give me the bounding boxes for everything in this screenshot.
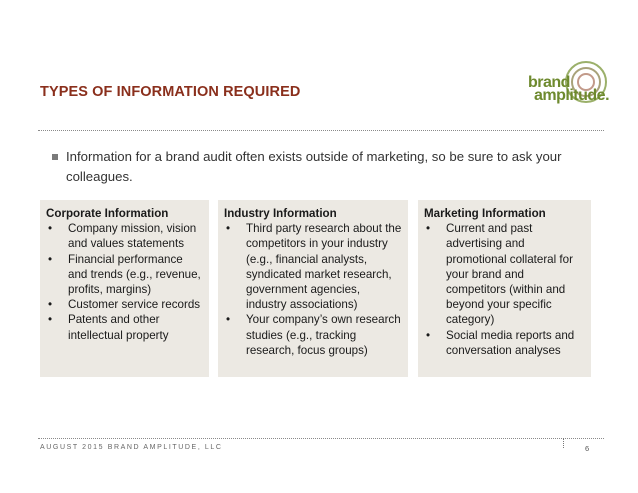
logo-text-brand: brand	[528, 74, 570, 91]
slide-title: TYPES OF INFORMATION REQUIRED	[40, 84, 301, 100]
list-item: • Patents and other intellectual property	[46, 312, 203, 342]
page-number: 6	[585, 444, 590, 453]
box-title: Industry Information	[224, 207, 337, 220]
intro-text: Information for a brand audit often exists outside of marketing, so be sure to ask your colleagues.	[66, 149, 562, 184]
bottom-divider	[38, 438, 604, 439]
logo-text-amplitude: amplitude.	[534, 87, 610, 104]
top-divider	[38, 130, 604, 131]
box-title: Corporate Information	[46, 207, 169, 220]
square-bullet-icon	[52, 154, 58, 160]
bullet-list	[46, 221, 203, 343]
footer-text: AUGUST 2015 BRAND AMPLITUDE, LLC	[40, 444, 223, 451]
list-item: • Company mission, vision and values statements	[46, 221, 203, 251]
list-item: • Current and past advertising and promotional collateral for your brand and competitors (within and beyond your specific category)	[424, 221, 585, 327]
list-item: • Customer service records	[46, 297, 203, 312]
list-item: • Social media reports and conversation analyses	[424, 328, 585, 358]
footer-marker	[563, 438, 565, 448]
bullet-list	[224, 221, 402, 358]
corporate-info-box	[40, 200, 209, 377]
marketing-info-box	[418, 200, 591, 377]
list-item: • Financial performance and trends (e.g., revenue, profits, margins)	[46, 252, 203, 298]
list-item: • Third party research about the competitors in your industry (e.g., financial analysts, syndicated market research, government agencies, industry associations)	[224, 221, 402, 312]
brand-logo	[520, 60, 612, 106]
box-title: Marketing Information	[424, 207, 546, 220]
list-item: • Your company’s own research studies (e.g., tracking research, focus groups)	[224, 312, 402, 358]
intro-bullet	[52, 147, 592, 187]
bullet-list	[424, 221, 585, 358]
industry-info-box	[218, 200, 408, 377]
